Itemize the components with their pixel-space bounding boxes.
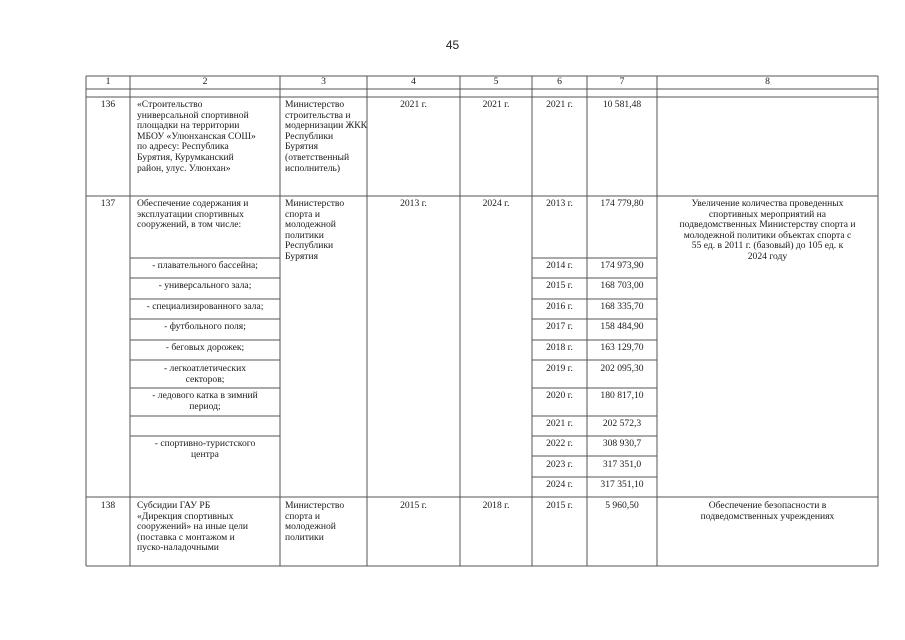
funding-amount: 10 581,48 — [602, 99, 642, 110]
funding-amount: 168 335,70 — [600, 301, 644, 312]
funding-year: 2013 г. — [546, 198, 573, 209]
sub-item: - спортивно-туристского центра — [154, 438, 256, 460]
funding-amount: 202 095,30 — [600, 363, 644, 374]
expected-result: Увеличение количества проведенных спортивных мероприятий на подведомственных Министерству спорта и молодежной политики объектах спорта с 55 ед. в 2011 г. (базовый) до 105 ед. к 2024 году — [679, 198, 856, 262]
page-number: 45 — [445, 38, 460, 52]
funding-year: 2016 г. — [546, 301, 573, 312]
row-number: 138 — [100, 500, 116, 511]
col-header-4: 4 — [411, 76, 416, 87]
funding-amount: 180 817,10 — [600, 390, 644, 401]
sub-item: - беговых дорожек; — [165, 342, 245, 353]
row-number: 137 — [100, 198, 116, 209]
funding-year: 2020 г. — [546, 390, 573, 401]
col-header-6: 6 — [557, 76, 562, 87]
expected-result: Обеспечение безопасности в подведомственных учреждениях — [700, 500, 835, 522]
funding-amount: 174 973,90 — [600, 260, 644, 271]
col-header-2: 2 — [202, 76, 208, 87]
funding-year: 2018 г. — [546, 342, 573, 353]
funding-amount: 317 351,0 — [602, 459, 642, 470]
funding-year: 2015 г. — [546, 500, 573, 511]
activity-name: Обеспечение содержания и эксплуатации спортивных сооружений, в том числе: — [137, 198, 249, 231]
funding-amount: 163 129,70 — [600, 342, 644, 353]
funding-amount: 168 703,00 — [600, 280, 644, 291]
funding-year: 2023 г. — [546, 459, 573, 470]
activity-name: Субсидии ГАУ РБ «Дирекция спортивных сооружений» на иные цели (поставка с монтажом и пуско-наладочными — [137, 500, 249, 554]
funding-year: 2021 г. — [546, 99, 573, 110]
start-year: 2021 г. — [400, 99, 427, 110]
funding-amount: 317 351,10 — [600, 479, 644, 490]
sub-item: - футбольного поля; — [164, 321, 246, 332]
end-year: 2024 г. — [482, 198, 510, 209]
col-header-1: 1 — [105, 76, 111, 87]
funding-year: 2017 г. — [546, 321, 573, 332]
col-header-7: 7 — [619, 76, 625, 87]
executor: Министерство спорта и молодежной политики — [285, 500, 345, 543]
funding-year: 2022 г. — [546, 438, 573, 449]
col-header-5: 5 — [493, 76, 499, 87]
funding-amount: 202 572,3 — [602, 418, 642, 429]
row-number: 136 — [100, 99, 116, 110]
funding-year: 2019 г. — [546, 363, 573, 374]
funding-amount: 308 930,7 — [602, 438, 642, 449]
sub-item: - ледового катка в зимний период; — [152, 390, 258, 412]
funding-year: 2024 г. — [546, 479, 573, 490]
start-year: 2015 г. — [400, 500, 427, 511]
end-year: 2018 г. — [482, 500, 510, 511]
funding-amount: 5 960,50 — [605, 500, 639, 511]
sub-item: - легкоатлетических секторов; — [163, 363, 247, 385]
col-header-3: 3 — [321, 76, 326, 87]
sub-item: - универсального зала; — [158, 280, 252, 291]
funding-amount: 158 484,90 — [600, 321, 644, 332]
funding-year: 2021 г. — [546, 418, 573, 429]
activity-name: «Строительство универсальной спортивной площадки на территории МБОУ «Улюнханская СОШ» по адресу: Республика Бурятия, Курумканский район, улус. Улюнхан» — [137, 99, 256, 174]
executor: Министерство спорта и молодежной политики Республики Бурятия — [285, 198, 345, 262]
sub-item: - плавательного бассейна; — [152, 260, 258, 271]
sub-item: - специализированного зала; — [146, 301, 264, 312]
col-header-8: 8 — [765, 76, 770, 87]
executor: Министерство строительства и модернизации ЖКК Республики Бурятия (ответственный исполнитель) — [285, 99, 368, 174]
start-year: 2013 г. — [400, 198, 427, 209]
funding-year: 2015 г. — [546, 280, 573, 291]
funding-amount: 174 779,80 — [600, 198, 644, 209]
end-year: 2021 г. — [482, 99, 510, 110]
funding-year: 2014 г. — [546, 260, 573, 271]
